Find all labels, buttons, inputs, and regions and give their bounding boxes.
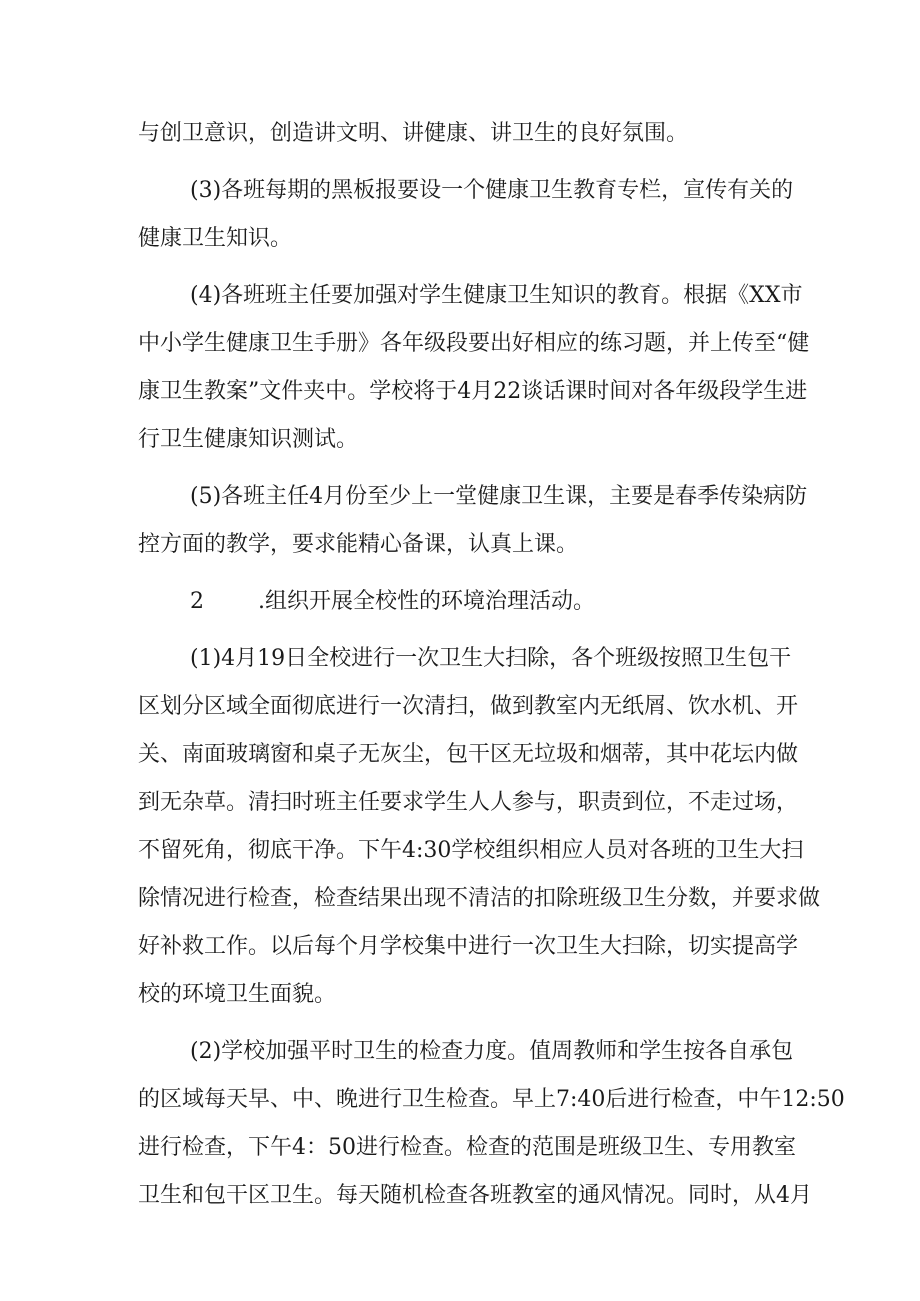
paragraph-item-1-start: (1)4月19日全校进行一次卫生大扫除，各个班级按照卫生包干	[190, 646, 792, 671]
section-heading-2	[138, 578, 798, 626]
paragraph-item-4-start: (4)各班班主任要加强对学生健康卫生知识的教育。根据《XX市	[190, 283, 803, 308]
section-number: 2	[190, 589, 204, 614]
text-line: 除情况进行检查，检查结果出现不清洁的扣除班级卫生分数，并要求做	[138, 886, 821, 911]
text-line: 关、南面玻璃窗和桌子无灰尘，包干区无垃圾和烟蒂，其中花坛内做	[138, 742, 799, 767]
text-line: 的区域每天早、中、晚进行卫生检查。早上7:40后进行检查，中午12:50	[138, 1087, 845, 1112]
text-line: 进行检查，下午4：50进行检查。检查的范围是班级卫生、专用教室	[138, 1135, 796, 1160]
paragraph-item-2-start: (2)学校加强平时卫生的检查力度。值周教师和学生按各自承包	[190, 1039, 794, 1064]
text-line: 好补救工作。以后每个月学校集中进行一次卫生大扫除，切实提高学	[138, 934, 799, 959]
text-line: 康卫生教案”文件夹中。学校将于4月22谈话课时间对各年级段学生进	[138, 379, 808, 404]
section-title: .组织开展全校性的环境治理活动。	[258, 589, 595, 614]
text-line: 卫生和包干区卫生。每天随机检查各班教室的通风情况。同时，从4月	[138, 1183, 812, 1208]
text-line: 到无杂草。清扫时班主任要求学生人人参与，职责到位，不走过场，	[138, 790, 799, 815]
paragraph-item-5-start: (5)各班主任4月份至少上一堂健康卫生课，主要是春季传染病防	[190, 484, 808, 509]
text-line: 区划分区域全面彻底进行一次清扫，做到教室内无纸屑、饮水机、开	[138, 694, 799, 719]
text-line: 校的环境卫生面貌。	[138, 982, 337, 1007]
text-line: 中小学生健康卫生手册》各年级段要出好相应的练习题，并上传至“健	[138, 331, 810, 356]
text-line: 健康卫生知识。	[138, 226, 293, 251]
text-line: 与创卫意识，创造讲文明、讲健康、讲卫生的良好氛围。	[138, 121, 689, 146]
text-line: 控方面的教学，要求能精心备课，认真上课。	[138, 532, 579, 557]
document-body	[138, 110, 845, 1220]
text-line: 不留死角，彻底干净。下午4:30学校组织相应人员对各班的卫生大扫	[138, 838, 804, 863]
text-line: 行卫生健康知识测试。	[138, 427, 359, 452]
paragraph-item-3-start: (3)各班每期的黑板报要设一个健康卫生教育专栏，宣传有关的	[190, 178, 794, 203]
